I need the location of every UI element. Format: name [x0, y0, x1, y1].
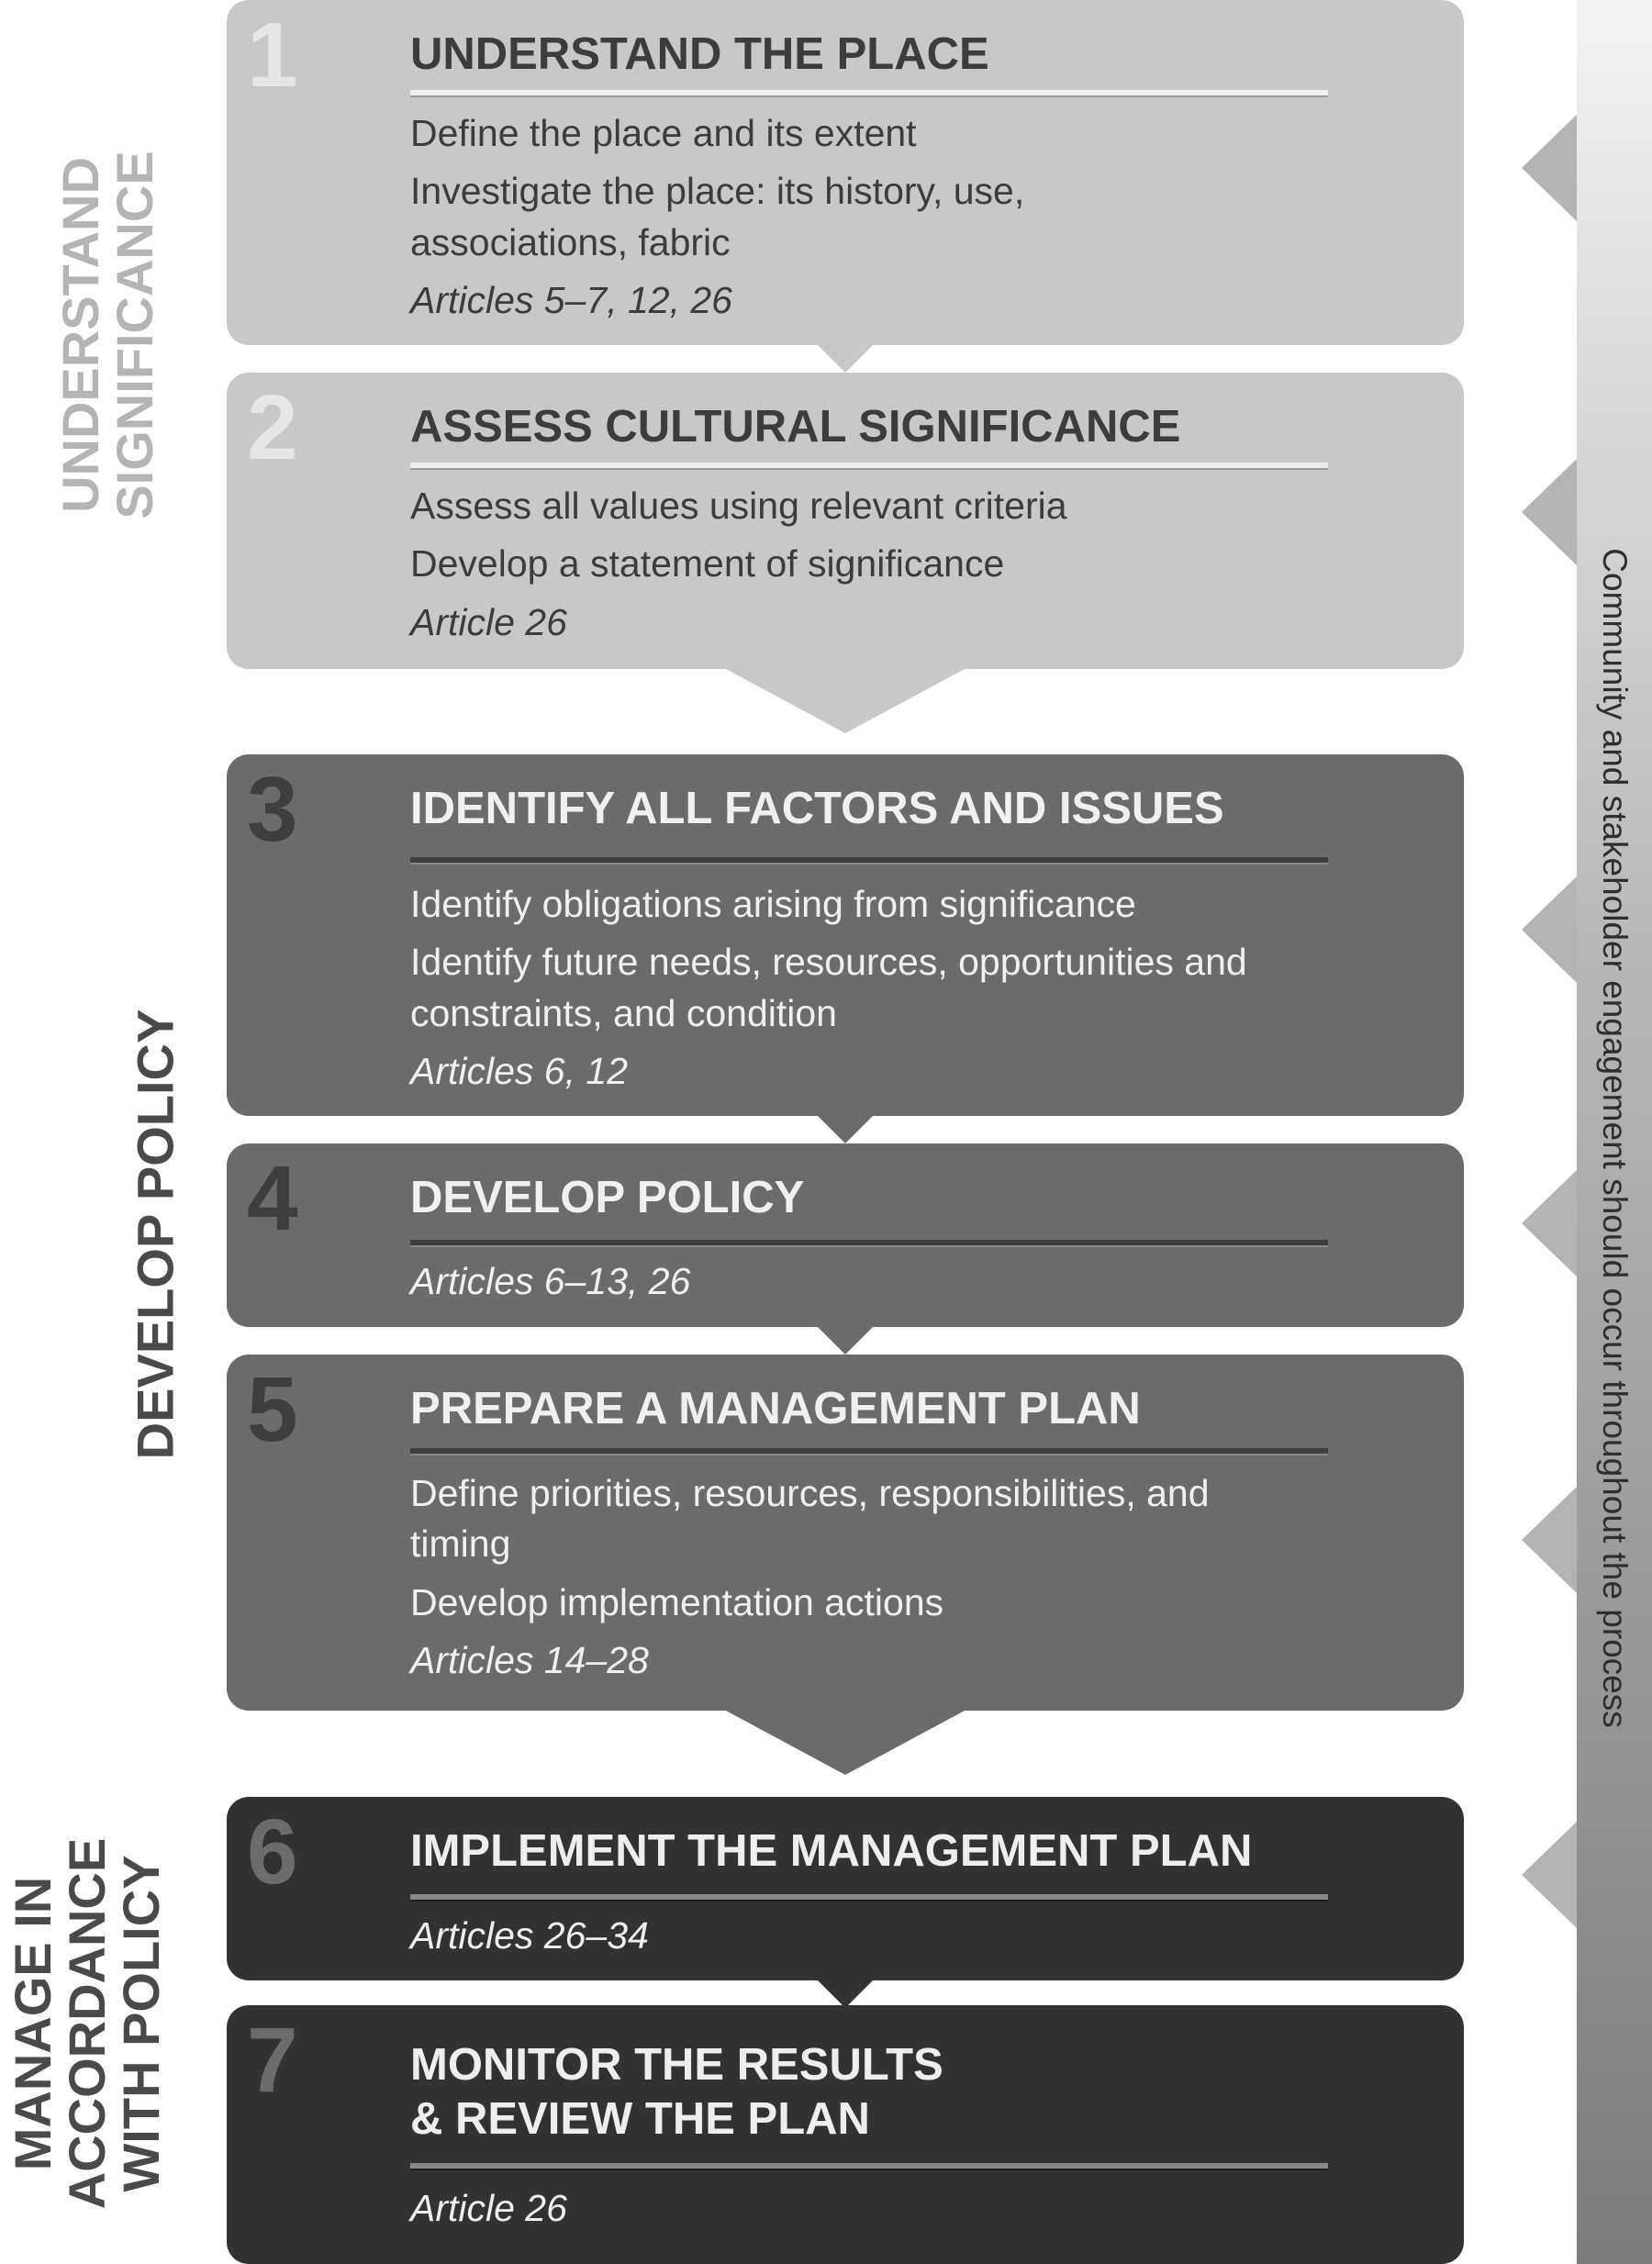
step-number: 7 [247, 2009, 298, 2112]
step-articles: Article 26 [410, 600, 567, 643]
step-line: Define the place and its extent [410, 112, 917, 154]
engagement-text: Community and stakeholder engagement should occur throughout the process [1596, 548, 1634, 1728]
title-rule [410, 2163, 1328, 2169]
step-title: MONITOR THE RESULTS & REVIEW THE PLAN [410, 2040, 943, 2144]
step-articles: Articles 6–13, 26 [410, 1260, 691, 1302]
band-notch [1522, 1487, 1577, 1593]
title-rule [410, 1240, 1328, 1245]
title-rule [410, 463, 1328, 468]
step-line: Identify obligations arising from significance [410, 883, 1136, 925]
step-number: 6 [247, 1801, 298, 1903]
title-rule [410, 1448, 1328, 1454]
step-4 [227, 1143, 1464, 1327]
step-articles: Articles 5–7, 12, 26 [410, 279, 732, 322]
step-body [410, 1468, 1328, 1693]
step-body [410, 879, 1328, 1104]
flow-arrow [818, 1327, 873, 1355]
step-5 [227, 1355, 1464, 1711]
step-number: 2 [247, 376, 298, 479]
flow-arrow [818, 1116, 873, 1143]
step-title: IDENTIFY ALL FACTORS AND ISSUES [410, 784, 1224, 833]
step-articles: Articles 26–34 [410, 1914, 649, 1957]
step-articles: Article 26 [410, 2187, 567, 2229]
step-number: 5 [247, 1358, 298, 1461]
step-articles: Articles 6, 12 [410, 1050, 628, 1093]
step-line: Investigate the place: its history, use, associations, fabric [410, 170, 1025, 263]
phase-arrow [726, 669, 965, 733]
step-title: UNDERSTAND THE PLACE [410, 29, 989, 79]
step-body [410, 481, 1328, 655]
phase-label-understand: UNDERSTAND SIGNIFICANCE [51, 151, 163, 519]
step-body [410, 1256, 1328, 1314]
step-7 [227, 2005, 1464, 2264]
flow-arrow [818, 1980, 873, 2008]
title-rule [410, 857, 1328, 863]
step-number: 1 [247, 4, 298, 106]
step-body [410, 108, 1328, 333]
step-number: 4 [247, 1147, 298, 1250]
band-notch [1522, 115, 1577, 221]
phase-label-manage: MANAGE IN ACCORDANCE WITH POLICY [3, 1837, 170, 2210]
step-line: Define priorities, resources, responsibilities, and timing [410, 1472, 1210, 1566]
step-6 [227, 1797, 1464, 1980]
step-2 [227, 373, 1464, 669]
step-line: Develop implementation actions [410, 1580, 944, 1623]
step-line: Develop a statement of significance [410, 542, 1005, 586]
step-line: Identify future needs, resources, opportunities and constraints, and condition [410, 941, 1247, 1034]
flow-arrow [818, 345, 873, 373]
phase-label-develop: DEVELOP POLICY [126, 1009, 184, 1460]
band-notch [1522, 1822, 1577, 1928]
step-line: Assess all values using relevant criteria [410, 485, 1067, 527]
step-title: ASSESS CULTURAL SIGNIFICANCE [410, 402, 1181, 452]
title-rule [410, 1894, 1328, 1900]
step-1 [227, 0, 1464, 345]
step-title: PREPARE A MANAGEMENT PLAN [410, 1384, 1141, 1433]
step-title: IMPLEMENT THE MANAGEMENT PLAN [410, 1826, 1253, 1876]
band-notch [1522, 876, 1577, 983]
step-body [410, 2183, 1328, 2241]
step-body [410, 1911, 1328, 1968]
band-notch [1522, 459, 1577, 565]
phase-arrow [726, 1711, 965, 1775]
band-notch [1522, 1170, 1577, 1277]
title-rule [410, 90, 1328, 95]
step-title: DEVELOP POLICY [410, 1173, 805, 1222]
step-articles: Articles 14–28 [410, 1639, 649, 1682]
step-number: 3 [247, 758, 298, 861]
step-3 [227, 754, 1464, 1116]
